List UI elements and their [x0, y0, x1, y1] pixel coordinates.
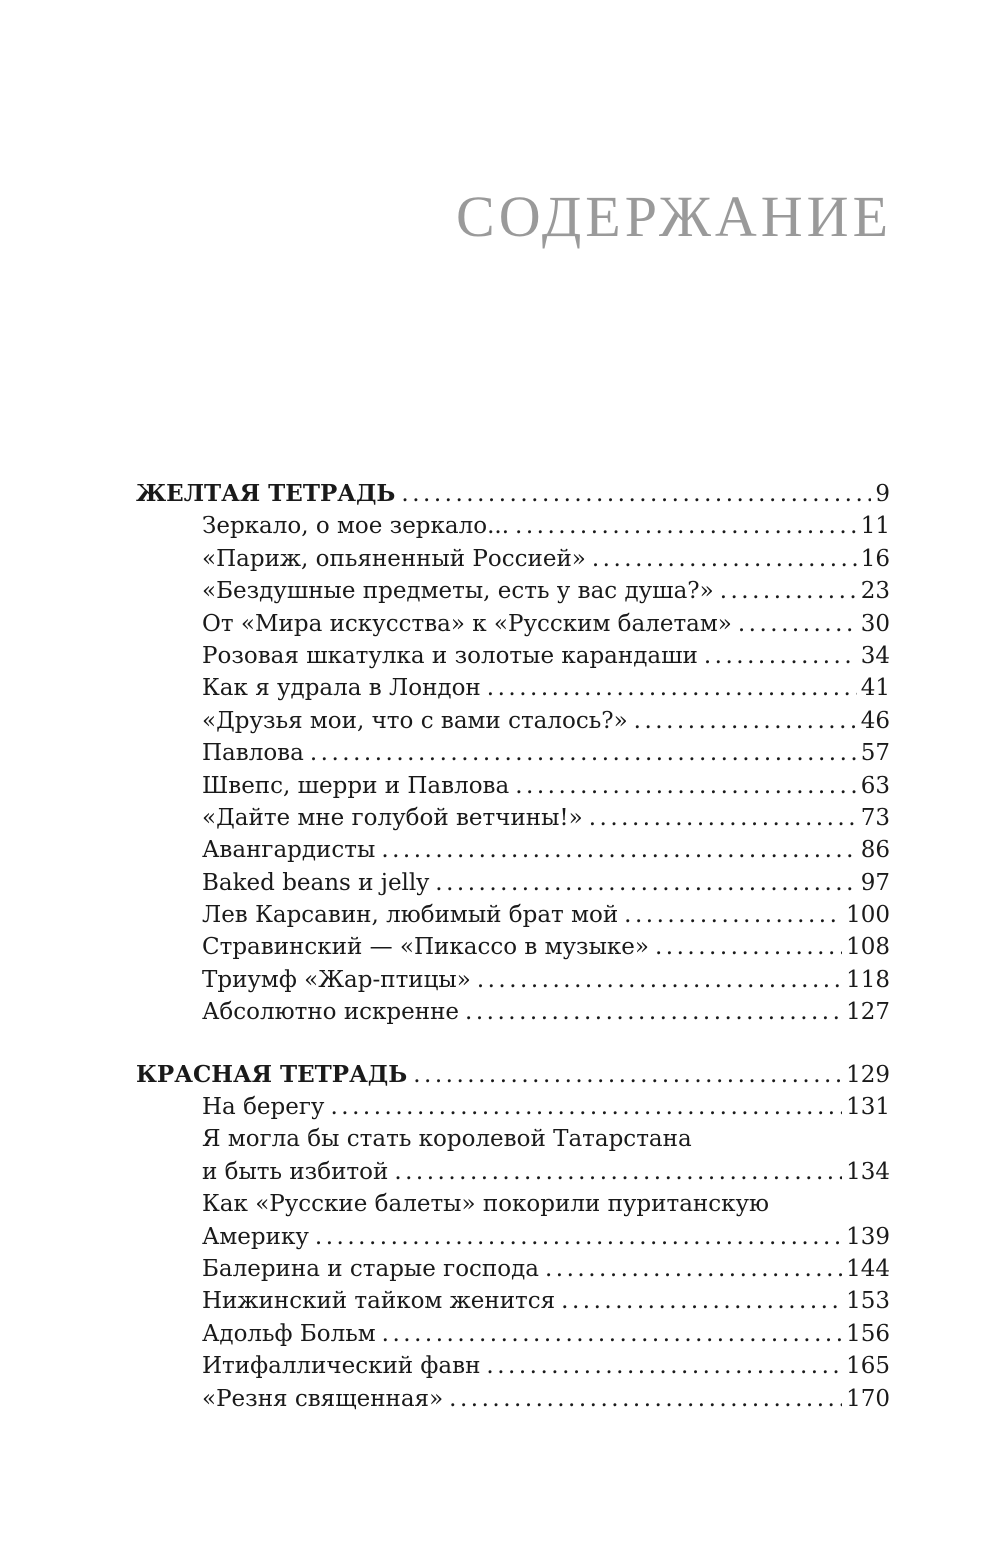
toc-heading[interactable]	[136, 1059, 890, 1091]
toc-page-number: 46	[860, 707, 890, 734]
toc-entry-line1[interactable]	[136, 1123, 890, 1155]
toc-page-number: 86	[860, 837, 890, 864]
dot-leader	[720, 575, 857, 607]
toc-entry-label: «Бездушные предметы, есть у вас душа?»	[202, 578, 714, 605]
dot-leader	[515, 770, 857, 802]
toc-heading-label: КРАСНАЯ ТЕТРАДЬ	[136, 1060, 408, 1088]
dot-leader	[545, 1253, 842, 1285]
toc-entry[interactable]	[136, 931, 890, 963]
toc-entry-label: «Резня священная»	[202, 1385, 444, 1412]
toc-entry-label: Стравинский — «Пикассо в музыке»	[202, 934, 649, 961]
toc-entry[interactable]	[136, 1285, 890, 1317]
toc-page-number: 108	[846, 934, 890, 961]
dot-leader	[738, 608, 857, 640]
toc-entry[interactable]	[136, 1156, 890, 1188]
dot-leader	[394, 1156, 842, 1188]
dot-leader	[310, 737, 857, 769]
dot-leader	[515, 510, 857, 542]
table-of-contents	[136, 478, 890, 1445]
toc-page-number: 73	[860, 804, 890, 831]
toc-page-number: 97	[860, 869, 890, 896]
toc-entry[interactable]	[136, 899, 890, 931]
toc-entry[interactable]	[136, 802, 890, 834]
dot-leader	[624, 899, 842, 931]
toc-entry-label: Как я удрала в Лондон	[202, 675, 481, 702]
dot-leader	[401, 478, 871, 510]
toc-page-number: 170	[846, 1385, 890, 1412]
toc-page-number: 11	[860, 513, 890, 540]
toc-entry[interactable]	[136, 996, 890, 1028]
toc-page-number: 165	[846, 1353, 890, 1380]
dot-leader	[465, 996, 842, 1028]
toc-page-number: 131	[846, 1094, 890, 1121]
toc-section-red	[136, 1059, 890, 1415]
toc-page-number: 41	[860, 675, 890, 702]
toc-entry-label: Нижинский тайком женится	[202, 1288, 556, 1315]
toc-entry[interactable]	[136, 1318, 890, 1350]
toc-entry[interactable]	[136, 575, 890, 607]
dot-leader	[561, 1285, 842, 1317]
toc-entry[interactable]	[136, 672, 890, 704]
page-title: СОДЕРЖАНИЕ	[456, 184, 892, 249]
toc-page-number: 16	[860, 545, 890, 572]
dot-leader	[315, 1221, 842, 1253]
toc-entry-label: Америку	[202, 1223, 309, 1250]
toc-entry-label-line1: Как «Русские балеты» покорили пуританскую	[202, 1191, 770, 1218]
toc-page-number: 129	[846, 1061, 890, 1088]
toc-entry-label: Лев Карсавин, любимый брат мой	[202, 902, 619, 929]
toc-page-number: 134	[846, 1158, 890, 1185]
toc-entry[interactable]	[136, 640, 890, 672]
dot-leader	[655, 931, 842, 963]
dot-leader	[449, 1383, 842, 1415]
toc-entry-label: Зеркало, о мое зеркало...	[202, 513, 510, 540]
dot-leader	[435, 867, 856, 899]
toc-entry[interactable]	[136, 1253, 890, 1285]
dot-leader	[487, 672, 857, 704]
toc-entry[interactable]	[136, 964, 890, 996]
toc-entry[interactable]	[136, 510, 890, 542]
toc-entry-label: Триумф «Жар-птицы»	[202, 966, 471, 993]
toc-entry-label: На берегу	[202, 1094, 325, 1121]
toc-entry[interactable]	[136, 1383, 890, 1415]
toc-page-number: 127	[846, 999, 890, 1026]
toc-entry-label: Павлова	[202, 740, 304, 767]
toc-entry-label: Абсолютно искренне	[202, 999, 460, 1026]
dot-leader	[486, 1350, 842, 1382]
toc-page-number: 9	[875, 481, 890, 507]
toc-entry[interactable]	[136, 1221, 890, 1253]
toc-page-number: 144	[846, 1255, 890, 1282]
dot-leader	[413, 1059, 842, 1091]
toc-entry[interactable]	[136, 834, 890, 866]
dot-leader	[330, 1091, 842, 1123]
toc-section-yellow	[136, 478, 890, 1029]
toc-entry-label: «Париж, опьяненный Россией»	[202, 545, 586, 572]
toc-entry-label: и быть избитой	[202, 1158, 389, 1185]
dot-leader	[382, 1318, 842, 1350]
toc-entry-label-line1: Я могла бы стать королевой Татарстана	[202, 1126, 692, 1153]
dot-leader	[589, 802, 857, 834]
toc-entry-label: От «Мира искусства» к «Русским балетам»	[202, 610, 732, 637]
toc-page-number: 63	[860, 772, 890, 799]
toc-page-number: 23	[860, 578, 890, 605]
toc-entry-label: Розовая шкатулка и золотые карандаши	[202, 642, 698, 669]
toc-entry[interactable]	[136, 1350, 890, 1382]
toc-entry-label: Швепс, шерри и Павлова	[202, 772, 510, 799]
toc-entry[interactable]	[136, 770, 890, 802]
toc-entry-label: Балерина и старые господа	[202, 1255, 539, 1282]
toc-heading[interactable]	[136, 478, 890, 510]
toc-page-number: 100	[846, 902, 890, 929]
toc-entry[interactable]	[136, 608, 890, 640]
toc-heading-label: ЖЕЛТАЯ ТЕТРАДЬ	[136, 480, 396, 507]
toc-entry[interactable]	[136, 867, 890, 899]
dot-leader	[477, 964, 842, 996]
dot-leader	[704, 640, 857, 672]
toc-entry-label: Итифаллический фавн	[202, 1353, 481, 1380]
toc-entry-label: «Друзья мои, что с вами сталось?»	[202, 707, 628, 734]
toc-entry[interactable]	[136, 543, 890, 575]
toc-entry-label: Baked beans и jelly	[202, 869, 430, 896]
dot-leader	[592, 543, 857, 575]
toc-page-number: 30	[860, 610, 890, 637]
toc-page-number: 156	[846, 1320, 890, 1347]
toc-page-number: 34	[860, 642, 890, 669]
toc-entry[interactable]	[136, 1091, 890, 1123]
toc-page-number: 57	[860, 740, 890, 767]
toc-entry-label: «Дайте мне голубой ветчины!»	[202, 804, 583, 831]
toc-page-number: 118	[846, 966, 890, 993]
dot-leader	[634, 705, 857, 737]
toc-entry-label: Авангардисты	[202, 837, 376, 864]
toc-entry[interactable]	[136, 705, 890, 737]
toc-entry-line1[interactable]	[136, 1188, 890, 1220]
dot-leader	[381, 834, 856, 866]
toc-page-number: 153	[846, 1288, 890, 1315]
toc-entry-label: Адольф Больм	[202, 1320, 376, 1347]
toc-entry[interactable]	[136, 737, 890, 769]
toc-page-number: 139	[846, 1223, 890, 1250]
